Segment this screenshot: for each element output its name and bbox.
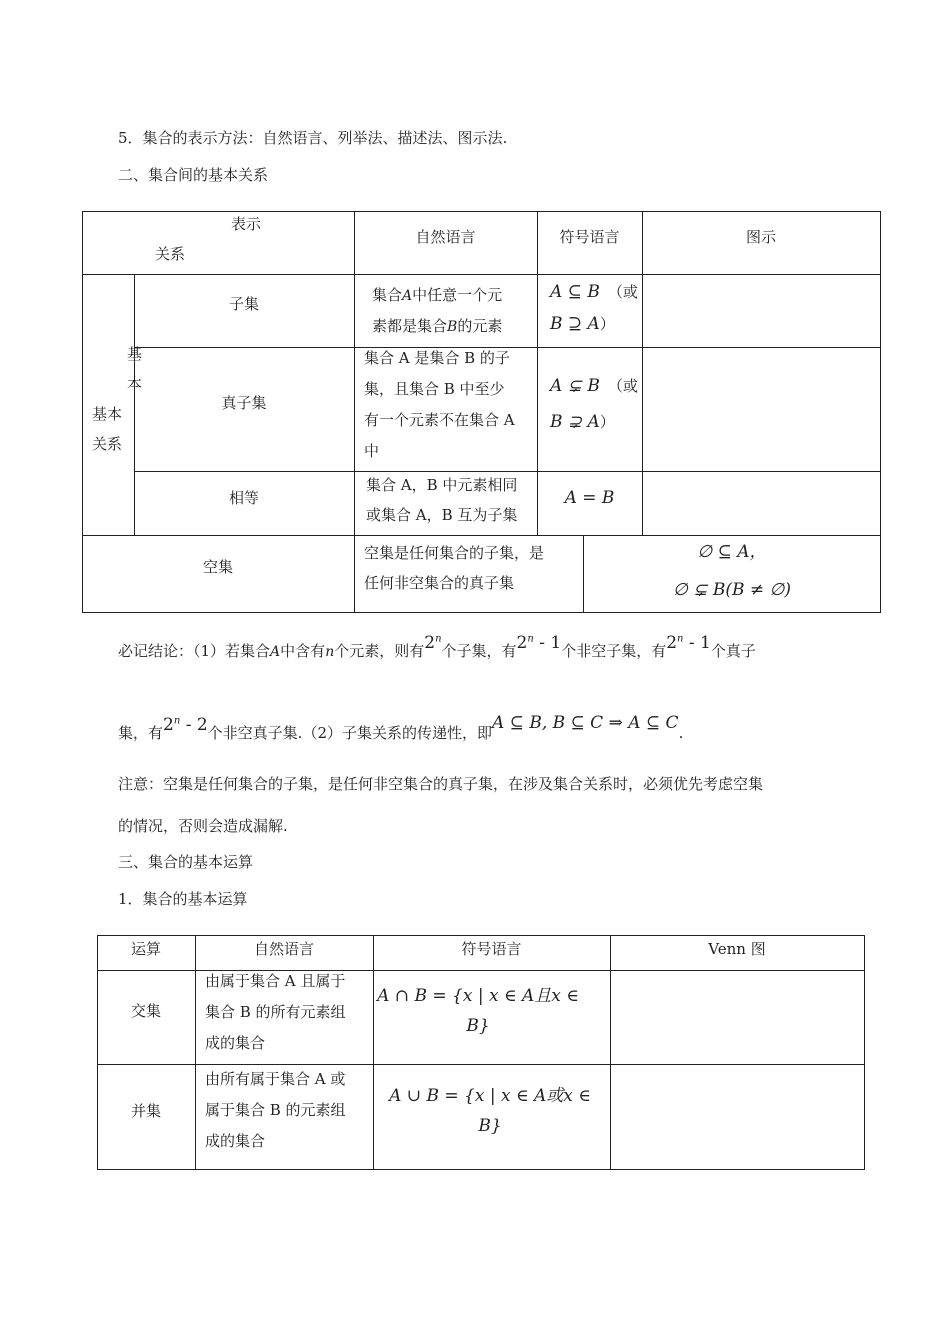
row-empty-natural: 空集是任何集合的子集，是 任何非空集合的真子集 bbox=[364, 544, 545, 592]
group-label-line1: 基本 bbox=[92, 405, 123, 423]
section-3-subtitle: 1．集合的基本运算 bbox=[118, 890, 248, 908]
header-operation: 运算 bbox=[130, 940, 161, 958]
row-empty-symbol: ∅ ⊆ A， ∅ ⊊ B(B ≠ ∅) bbox=[673, 542, 791, 600]
row-subset-name: 子集 bbox=[228, 295, 259, 313]
row-intersection-natural: 由属于集合 A 且属于 集合 B 的所有元素组 成的集合 bbox=[205, 972, 346, 1052]
overlap-char-1: 基 bbox=[127, 345, 143, 363]
header-corner-bottom: 关系 bbox=[155, 245, 186, 263]
note-line-2: 的情况，否则会造成漏解. bbox=[118, 817, 288, 835]
header-venn-diagram: Venn 图 bbox=[708, 940, 766, 958]
header-natural-language-2: 自然语言 bbox=[253, 940, 314, 958]
header-symbol-language-2: 符号语言 bbox=[461, 940, 522, 958]
conclusion-line-2: 集，有2$^n$ - 2个非空真子集.（2）子集关系的传递性，即A ⊆ B, B ⊆ C ⇒ A ⊆ C. bbox=[118, 713, 684, 742]
row-proper-subset-name: 真子集 bbox=[221, 394, 267, 412]
row-proper-subset-symbol: A ⊊ B （或 B ⊋ A） bbox=[550, 376, 638, 432]
note-line-1: 注意：空集是任何集合的子集，是任何非空集合的真子集，在涉及集合关系时，必须优先考虑空集 bbox=[118, 775, 764, 793]
row-intersection-name: 交集 bbox=[130, 1002, 161, 1020]
section-3-title: 三、集合的基本运算 bbox=[118, 853, 254, 871]
row-subset-symbol: A ⊆ B （或 B ⊇ A） bbox=[550, 282, 638, 334]
row-empty-name: 空集 bbox=[202, 558, 233, 576]
row-intersection-symbol: A ∩ B = {x | x ∈ A且x ∈ B} bbox=[377, 986, 579, 1036]
item-5-text: 5．集合的表示方法：自然语言、列举法、描述法、图示法. bbox=[118, 129, 508, 147]
group-label-line2: 关系 bbox=[92, 435, 123, 453]
header-corner-top: 表示 bbox=[231, 215, 262, 233]
row-subset-natural: 集合A中任意一个元 素都是集合B的元素 bbox=[372, 286, 503, 335]
conclusion-line-1: 必记结论：（1）若集合A中含有n个元素，则有2$^n$个子集，有2$^n$ - 1个非空子集，有2$^n$ - 1个真子 bbox=[118, 633, 756, 660]
header-natural-language: 自然语言 bbox=[415, 228, 476, 246]
row-equal-name: 相等 bbox=[228, 489, 259, 507]
row-union-name: 并集 bbox=[130, 1102, 161, 1120]
overlap-char-2: 本 bbox=[127, 375, 143, 393]
row-proper-subset-natural: 集合 A 是集合 B 的子 集，且集合 B 中至少 有一个元素不在集合 A 中 bbox=[364, 349, 515, 460]
row-equal-symbol: A = B bbox=[564, 488, 615, 508]
header-symbol-language: 符号语言 bbox=[559, 228, 620, 246]
row-equal-natural: 集合 A，B 中元素相同 或集合 A，B 互为子集 bbox=[366, 476, 518, 524]
header-diagram: 图示 bbox=[745, 228, 776, 246]
row-union-symbol: A ∪ B = {x | x ∈ A或x ∈ B} bbox=[389, 1086, 591, 1136]
row-union-natural: 由所有属于集合 A 或 属于集合 B 的元素组 成的集合 bbox=[205, 1070, 346, 1150]
section-2-title: 二、集合间的基本关系 bbox=[118, 166, 269, 184]
